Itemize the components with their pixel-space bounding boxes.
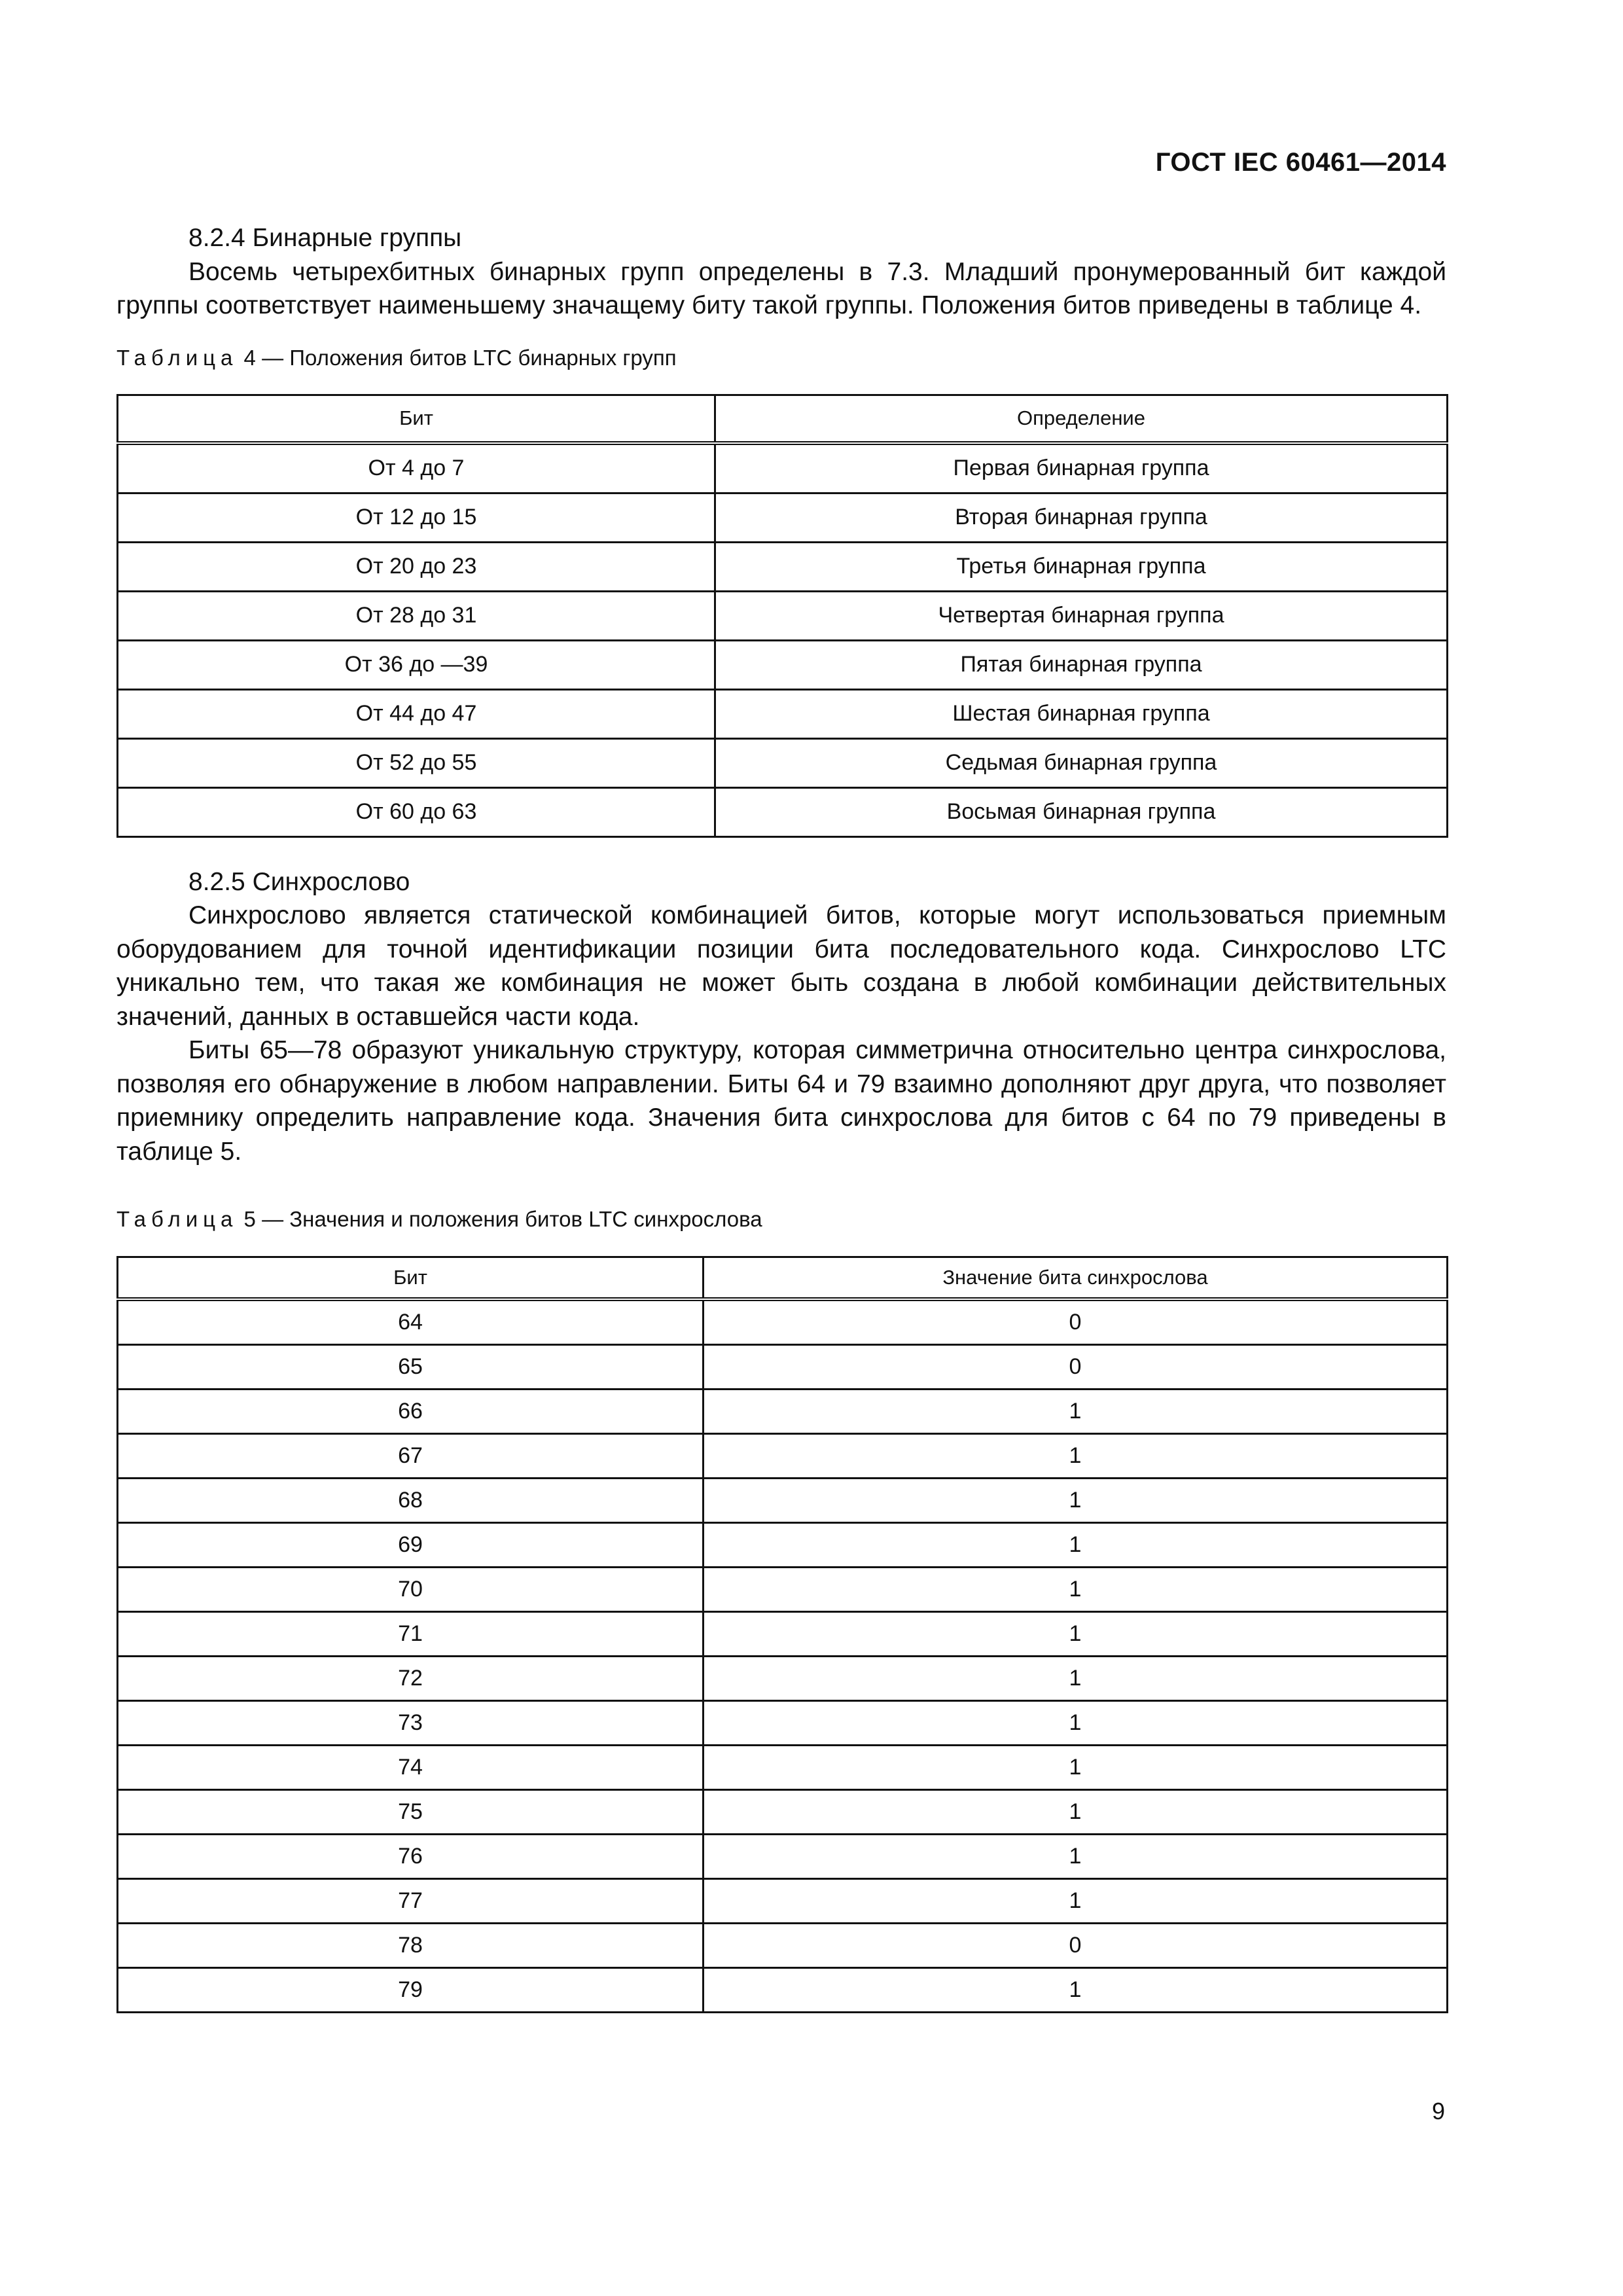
- table-row: [118, 1434, 1448, 1479]
- table-4: [116, 394, 1448, 838]
- table-row: [118, 1879, 1448, 1924]
- table-4-caption-prefix: Таблица: [116, 345, 238, 370]
- table-row: [118, 1701, 1448, 1746]
- table-cell-value: 1: [704, 1434, 1448, 1479]
- table-cell-value: 1: [704, 1790, 1448, 1835]
- section-8-2-4-heading: 8.2.4 Бинарные группы: [188, 224, 462, 252]
- table-5-header-value: Значение бита синхрослова: [704, 1257, 1448, 1300]
- table-cell-bit: От 12 до 15: [118, 493, 715, 542]
- table-cell-value: 1: [704, 1568, 1448, 1612]
- table-row: [118, 1390, 1448, 1434]
- table-4-caption-text: 4 — Положения битов LTC бинарных групп: [238, 345, 677, 370]
- section-8-2-5-paragraph-1: Синхрослово является статической комбинацией битов, которые могут использоваться приемным оборудованием для точной идентификации позиции бита последовательного кода. Синхрослово LTC уникально тем, что такая же комбинация не может быть создана в любой комбинации действительных значений, данных в оставшейся части кода.: [116, 901, 1446, 1031]
- table-4-caption: [116, 345, 1446, 371]
- table-cell-definition: Третья бинарная группа: [715, 542, 1448, 591]
- section-8-2-5-heading: 8.2.5 Синхрослово: [188, 867, 410, 896]
- table-row: [118, 1657, 1448, 1701]
- table-5-caption-prefix: Таблица: [116, 1207, 238, 1231]
- table-cell-bit: От 36 до —39: [118, 640, 715, 689]
- table-cell-value: 1: [704, 1746, 1448, 1790]
- table-row: [118, 1746, 1448, 1790]
- table-row: [118, 1479, 1448, 1523]
- table-cell-bit: 64: [118, 1299, 704, 1345]
- table-row: [118, 542, 1448, 591]
- table-cell-bit: От 4 до 7: [118, 443, 715, 493]
- table-cell-value: 0: [704, 1924, 1448, 1968]
- table-row: [118, 493, 1448, 542]
- document-id: ГОСТ IEC 60461—2014: [1155, 148, 1446, 177]
- section-8-2-4-paragraph: Восемь четырехбитных бинарных групп определены в 7.3. Младший пронумерованный бит каждой группы соответствует наименьшему значащему биту такой группы. Положения битов приведены в таблице 4.: [116, 257, 1446, 319]
- table-cell-bit: 78: [118, 1924, 704, 1968]
- table-cell-definition: Восьмая бинарная группа: [715, 787, 1448, 836]
- table-row: [118, 738, 1448, 787]
- table-cell-value: 1: [704, 1479, 1448, 1523]
- table-row: [118, 787, 1448, 836]
- table-cell-definition: Шестая бинарная группа: [715, 689, 1448, 738]
- page-number: 9: [1431, 2098, 1445, 2125]
- table-cell-value: 1: [704, 1879, 1448, 1924]
- table-cell-definition: Седьмая бинарная группа: [715, 738, 1448, 787]
- table-row: [118, 1835, 1448, 1879]
- table-cell-bit: От 60 до 63: [118, 787, 715, 836]
- table-row: [118, 1345, 1448, 1390]
- table-cell-bit: От 44 до 47: [118, 689, 715, 738]
- table-cell-bit: От 20 до 23: [118, 542, 715, 591]
- table-cell-value: 1: [704, 1657, 1448, 1701]
- table-row: [118, 1968, 1448, 2013]
- table-cell-definition: Первая бинарная группа: [715, 443, 1448, 493]
- table-cell-bit: От 52 до 55: [118, 738, 715, 787]
- table-cell-value: 1: [704, 1968, 1448, 2013]
- table-row: [118, 1568, 1448, 1612]
- section-8-2-5-paragraph-2: Биты 65—78 образуют уникальную структуру, которая симметрична относительно центра синхрослова, позволяя его обнаружение в любом направлении. Биты 64 и 79 взаимно дополняют друг друга, что позволяет приемнику определить направление кода. Значения бита синхрослова для битов с 64 по 79 приведены в таблице 5.: [116, 1036, 1446, 1166]
- table-cell-value: 1: [704, 1612, 1448, 1657]
- page-content: [116, 221, 1446, 2013]
- table-row: [118, 1790, 1448, 1835]
- table-cell-definition: Пятая бинарная группа: [715, 640, 1448, 689]
- table-cell-bit: 79: [118, 1968, 704, 2013]
- table-cell-bit: 70: [118, 1568, 704, 1612]
- table-row: [118, 443, 1448, 493]
- table-cell-bit: 73: [118, 1701, 704, 1746]
- table-row: [118, 689, 1448, 738]
- table-cell-value: 1: [704, 1523, 1448, 1568]
- table-cell-bit: 76: [118, 1835, 704, 1879]
- table-cell-value: 0: [704, 1299, 1448, 1345]
- table-5: [116, 1256, 1448, 2013]
- table-cell-bit: 71: [118, 1612, 704, 1657]
- table-cell-bit: 66: [118, 1390, 704, 1434]
- table-cell-definition: Вторая бинарная группа: [715, 493, 1448, 542]
- table-cell-value: 0: [704, 1345, 1448, 1390]
- table-cell-bit: 67: [118, 1434, 704, 1479]
- table-5-caption-text: 5 — Значения и положения битов LTC синхрослова: [238, 1207, 762, 1231]
- table-cell-bit: От 28 до 31: [118, 591, 715, 640]
- table-5-header-bit: Бит: [118, 1257, 704, 1300]
- table-cell-bit: 74: [118, 1746, 704, 1790]
- table-cell-bit: 77: [118, 1879, 704, 1924]
- table-row: [118, 1523, 1448, 1568]
- table-cell-value: 1: [704, 1835, 1448, 1879]
- table-cell-definition: Четвертая бинарная группа: [715, 591, 1448, 640]
- table-row: [118, 1299, 1448, 1345]
- table-5-header-row: [118, 1257, 1448, 1300]
- table-cell-bit: 72: [118, 1657, 704, 1701]
- table-cell-bit: 75: [118, 1790, 704, 1835]
- table-row: [118, 1612, 1448, 1657]
- table-5-caption: [116, 1206, 1446, 1232]
- table-row: [118, 591, 1448, 640]
- table-4-header-bit: Бит: [118, 395, 715, 443]
- table-cell-value: 1: [704, 1390, 1448, 1434]
- table-row: [118, 640, 1448, 689]
- table-cell-bit: 68: [118, 1479, 704, 1523]
- table-cell-bit: 65: [118, 1345, 704, 1390]
- table-4-header-row: [118, 395, 1448, 443]
- table-cell-bit: 69: [118, 1523, 704, 1568]
- table-4-header-definition: Определение: [715, 395, 1448, 443]
- table-cell-value: 1: [704, 1701, 1448, 1746]
- table-row: [118, 1924, 1448, 1968]
